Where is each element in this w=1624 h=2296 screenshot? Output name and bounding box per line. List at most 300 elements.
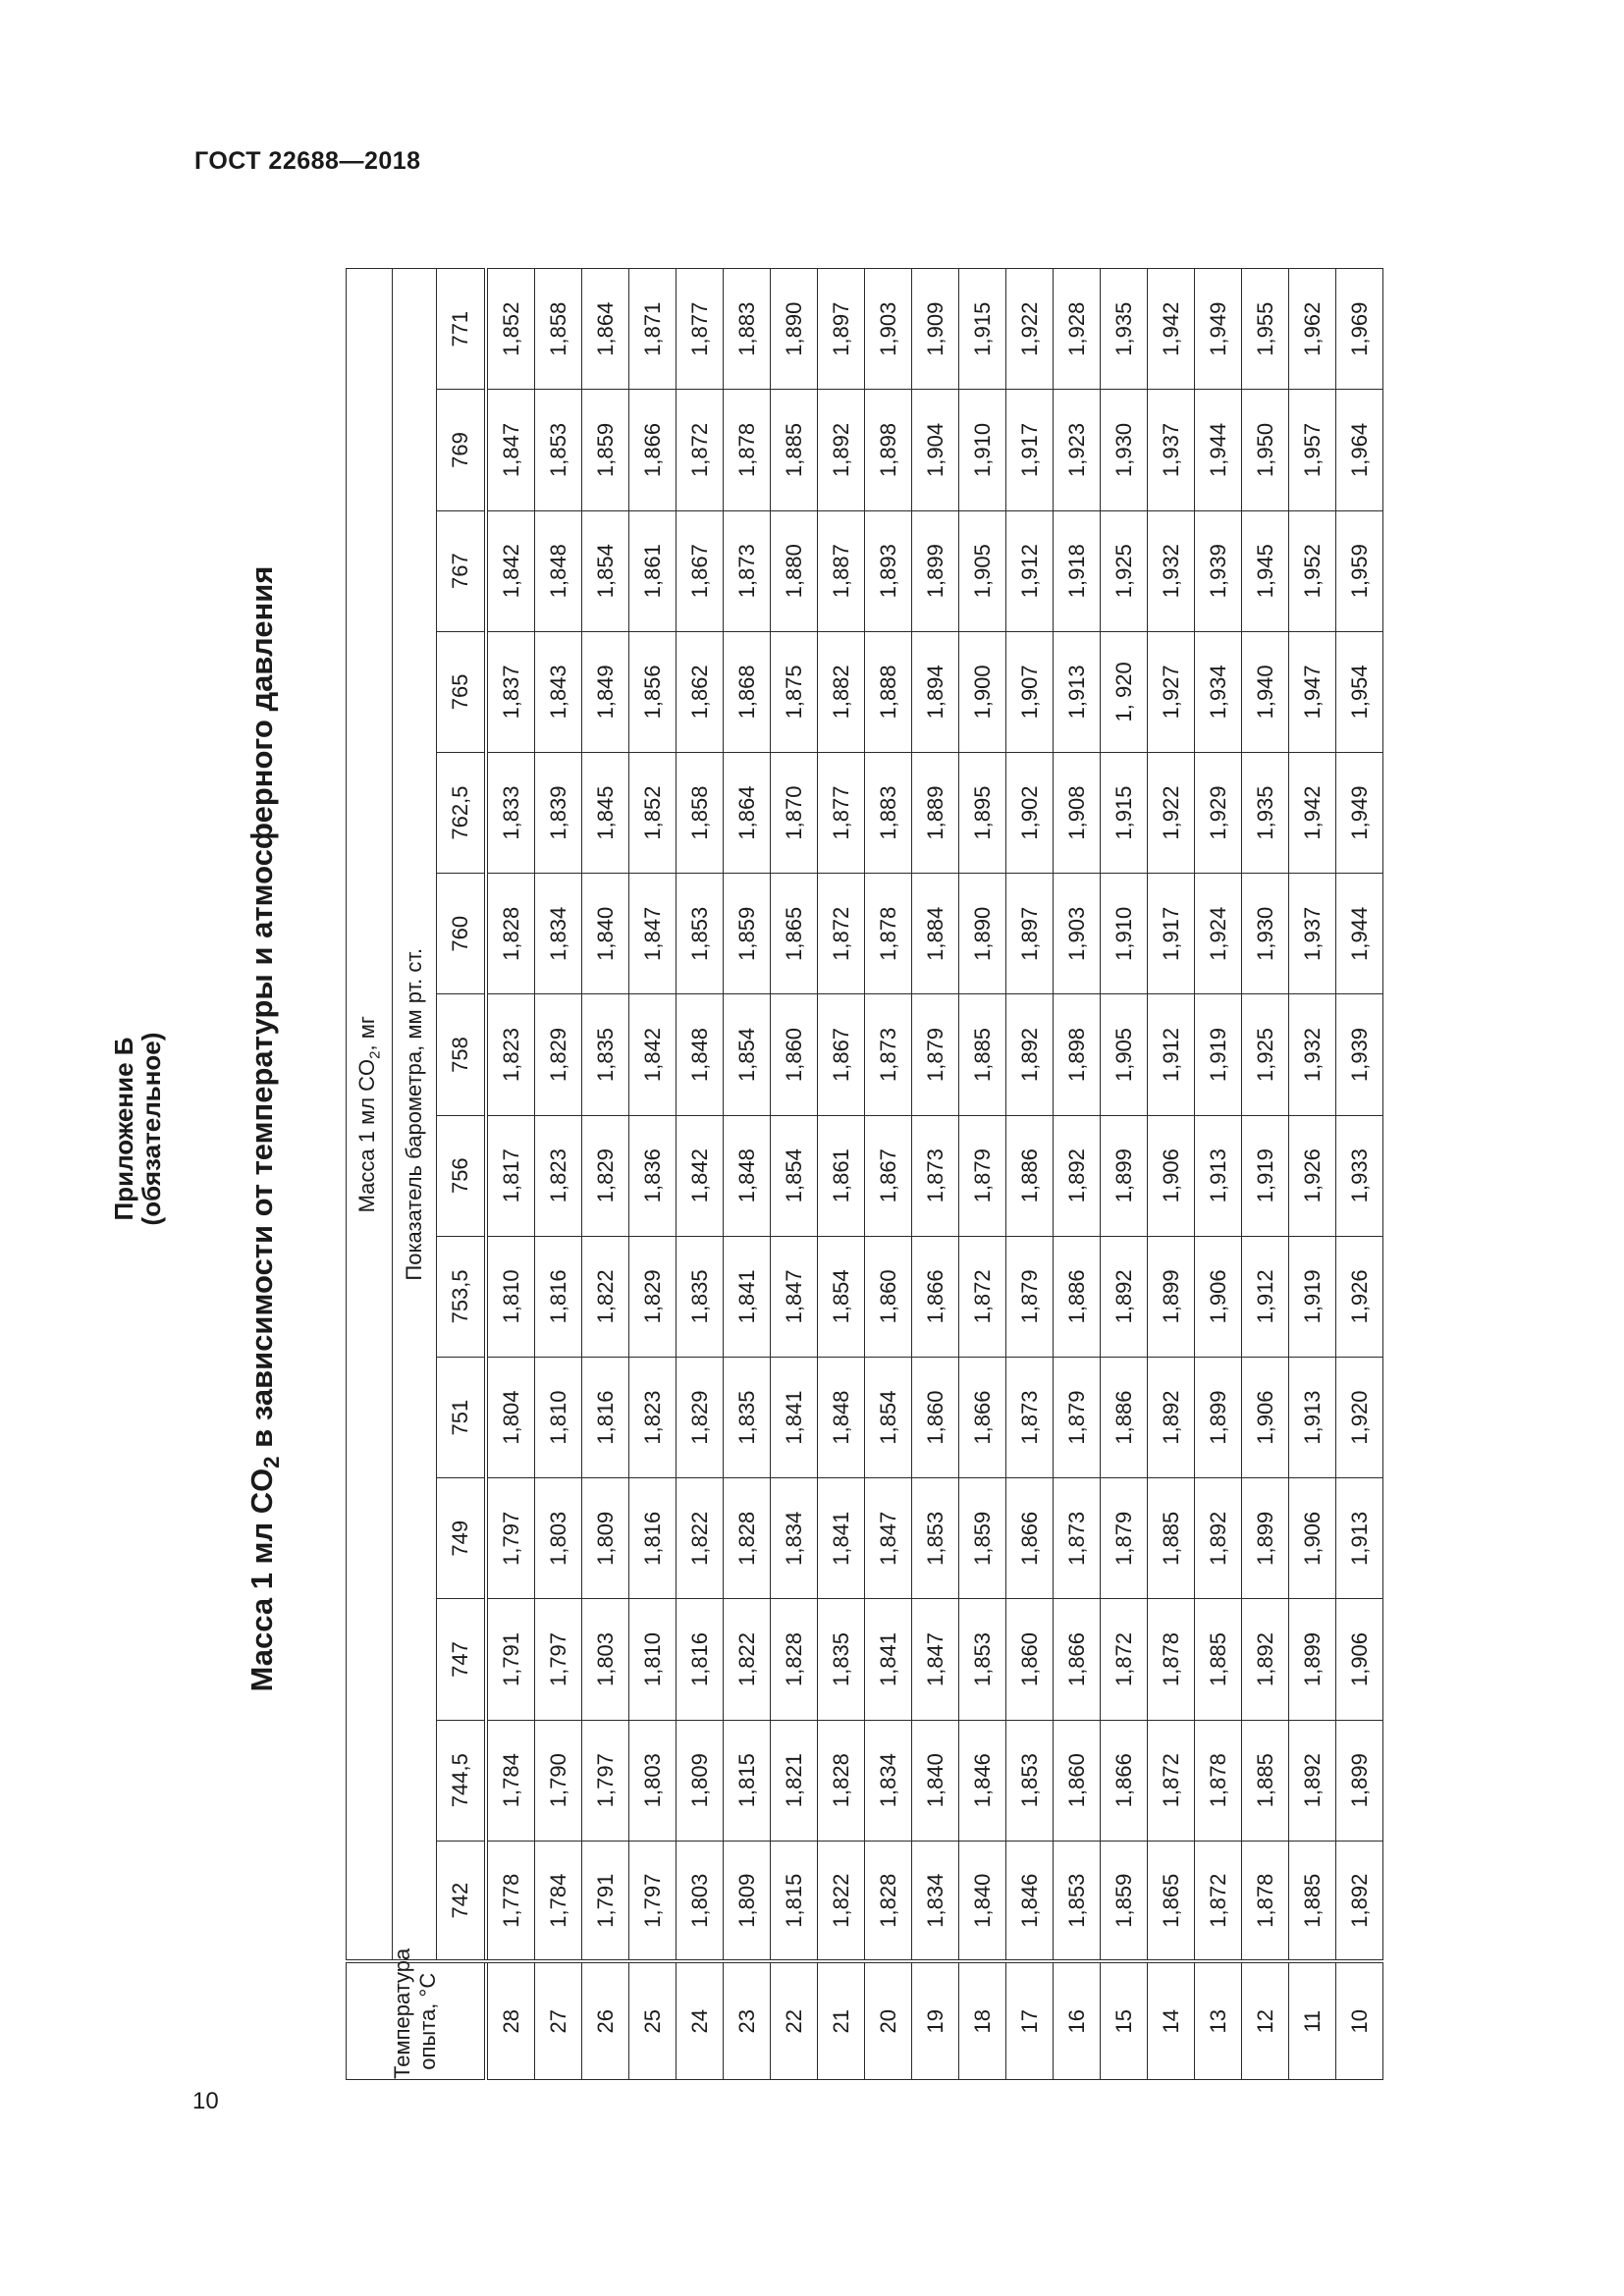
mass-value-cell: 1,962 <box>1289 269 1336 390</box>
mass-value-cell: 1,835 <box>677 1236 724 1357</box>
mass-value-cell: 1,849 <box>582 631 629 752</box>
table-row <box>771 269 818 2080</box>
mass-value-cell: 1,899 <box>1195 1357 1242 1477</box>
mass-value-cell: 1,899 <box>1242 1478 1289 1599</box>
mass-value-cell: 1,885 <box>959 994 1006 1115</box>
mass-value-cell: 1,932 <box>1289 994 1336 1115</box>
mass-value-cell: 1,829 <box>629 1236 677 1357</box>
mass-value-cell: 1,949 <box>1195 269 1242 390</box>
mass-value-cell: 1,866 <box>1006 1478 1054 1599</box>
temperature-cell: 26 <box>582 1962 629 2080</box>
temperature-cell: 11 <box>1289 1962 1336 2080</box>
mass-value-cell: 1,847 <box>486 390 535 510</box>
mass-value-cell: 1,841 <box>865 1599 912 1720</box>
mass-value-cell: 1,841 <box>818 1478 865 1599</box>
pressure-header-cell: 765 <box>437 631 487 752</box>
mass-value-cell: 1,906 <box>1195 1236 1242 1357</box>
mass-value-cell: 1,852 <box>629 752 677 873</box>
pressure-header-cell: 767 <box>437 510 487 631</box>
mass-value-cell: 1,949 <box>1336 752 1383 873</box>
table-row <box>1195 269 1242 2080</box>
mass-value-cell: 1,866 <box>912 1236 959 1357</box>
mass-value-cell: 1,864 <box>582 269 629 390</box>
pressure-header-cell: 742 <box>437 1841 487 1961</box>
mass-value-cell: 1,892 <box>1195 1478 1242 1599</box>
mass-value-cell: 1,930 <box>1242 874 1289 994</box>
mass-value-cell: 1,872 <box>1101 1599 1148 1720</box>
mass-value-cell: 1,865 <box>1148 1841 1195 1961</box>
table-title <box>244 108 285 2150</box>
mass-value-cell: 1,935 <box>1242 752 1289 873</box>
mass-value-cell: 1,797 <box>629 1841 677 1961</box>
mass-value-cell: 1,784 <box>535 1841 582 1961</box>
mass-value-cell: 1,932 <box>1148 510 1195 631</box>
mass-value-cell: 1,937 <box>1148 390 1195 510</box>
mass-value-cell: 1,964 <box>1336 390 1383 510</box>
mass-value-cell: 1,885 <box>1148 1478 1195 1599</box>
mass-value-cell: 1,893 <box>865 510 912 631</box>
mass-value-cell: 1,883 <box>865 752 912 873</box>
mass-value-cell: 1,854 <box>818 1236 865 1357</box>
table-body <box>486 269 1383 2080</box>
mass-value-cell: 1,816 <box>677 1599 724 1720</box>
mass-value-cell: 1,892 <box>1336 1841 1383 1961</box>
mass-value-cell: 1,926 <box>1289 1115 1336 1236</box>
header-row-group <box>347 269 393 2080</box>
mass-value-cell: 1,900 <box>959 631 1006 752</box>
table-row <box>629 269 677 2080</box>
mass-value-cell: 1,937 <box>1289 874 1336 994</box>
mass-value-cell: 1,828 <box>486 874 535 994</box>
mass-value-cell: 1,873 <box>912 1115 959 1236</box>
mass-value-cell: 1,828 <box>724 1478 771 1599</box>
mass-value-cell: 1,778 <box>486 1841 535 1961</box>
mass-value-cell: 1,902 <box>1006 752 1054 873</box>
mass-value-cell: 1,969 <box>1336 269 1383 390</box>
mass-value-cell: 1,899 <box>1148 1236 1195 1357</box>
mass-value-cell: 1,878 <box>1148 1599 1195 1720</box>
mass-value-cell: 1,828 <box>865 1841 912 1961</box>
mass-value-cell: 1,878 <box>1242 1841 1289 1961</box>
mass-value-cell: 1,885 <box>1195 1599 1242 1720</box>
mass-value-cell: 1,934 <box>1195 631 1242 752</box>
mass-value-cell: 1,892 <box>1101 1236 1148 1357</box>
mass-value-cell: 1,860 <box>1006 1599 1054 1720</box>
mass-value-cell: 1,917 <box>1148 874 1195 994</box>
mass-value-cell: 1,883 <box>724 269 771 390</box>
mass-value-cell: 1,899 <box>1336 1720 1383 1841</box>
temperature-cell: 20 <box>865 1962 912 2080</box>
mass-value-cell: 1,847 <box>771 1236 818 1357</box>
mass-value-cell: 1,877 <box>818 752 865 873</box>
mass-value-cell: 1,804 <box>486 1357 535 1477</box>
mass-value-cell: 1,860 <box>912 1357 959 1477</box>
mass-value-cell: 1,837 <box>486 631 535 752</box>
temperature-cell: 10 <box>1336 1962 1383 2080</box>
mass-value-cell: 1,879 <box>1054 1357 1101 1477</box>
mass-value-cell: 1,866 <box>959 1357 1006 1477</box>
mass-value-cell: 1,854 <box>771 1115 818 1236</box>
mass-value-cell: 1,841 <box>771 1357 818 1477</box>
mass-value-cell: 1,829 <box>582 1115 629 1236</box>
annex-status: (обязательное) <box>136 1032 166 1226</box>
mass-value-cell: 1,906 <box>1336 1599 1383 1720</box>
table-row <box>486 269 535 2080</box>
mass-value-cell: 1,828 <box>818 1720 865 1841</box>
mass-value-cell: 1,791 <box>486 1599 535 1720</box>
mass-value-cell: 1,899 <box>1289 1599 1336 1720</box>
mass-value-cell: 1,848 <box>724 1115 771 1236</box>
mass-value-cell: 1,926 <box>1336 1236 1383 1357</box>
mass-value-cell: 1,848 <box>535 510 582 631</box>
mass-value-cell: 1,892 <box>1242 1599 1289 1720</box>
mass-value-cell: 1,815 <box>724 1720 771 1841</box>
pressure-header-cell: 749 <box>437 1478 487 1599</box>
mass-value-cell: 1,888 <box>865 631 912 752</box>
table-row <box>1054 269 1101 2080</box>
mass-value-cell: 1,922 <box>1006 269 1054 390</box>
mass-value-cell: 1,945 <box>1242 510 1289 631</box>
mass-value-cell: 1,834 <box>535 874 582 994</box>
mass-value-cell: 1,929 <box>1195 752 1242 873</box>
temperature-cell: 19 <box>912 1962 959 2080</box>
mass-value-cell: 1,791 <box>582 1841 629 1961</box>
mass-value-cell: 1,886 <box>1054 1236 1101 1357</box>
mass-value-cell: 1,835 <box>818 1599 865 1720</box>
temperature-cell: 18 <box>959 1962 1006 2080</box>
mass-value-cell: 1,854 <box>724 994 771 1115</box>
mass-value-cell: 1,803 <box>677 1841 724 1961</box>
mass-value-cell: 1,784 <box>486 1720 535 1841</box>
pressure-header-cell: 758 <box>437 994 487 1115</box>
mass-value-cell: 1,854 <box>582 510 629 631</box>
mass-value-cell: 1,810 <box>486 1236 535 1357</box>
mass-value-cell: 1,853 <box>959 1599 1006 1720</box>
mass-value-cell: 1,810 <box>629 1599 677 1720</box>
mass-group-header <box>347 269 393 1962</box>
mass-value-cell: 1,897 <box>818 269 865 390</box>
mass-value-cell: 1,922 <box>1148 752 1195 873</box>
mass-value-cell: 1,952 <box>1289 510 1336 631</box>
mass-value-cell: 1,917 <box>1006 390 1054 510</box>
mass-value-cell: 1,944 <box>1336 874 1383 994</box>
mass-value-cell: 1,923 <box>1054 390 1101 510</box>
rotated-content <box>110 108 1514 2150</box>
mass-value-cell: 1,880 <box>771 510 818 631</box>
pressure-header-cell: 756 <box>437 1115 487 1236</box>
mass-value-cell: 1,803 <box>535 1478 582 1599</box>
mass-value-cell: 1,853 <box>912 1478 959 1599</box>
mass-value-cell: 1,906 <box>1148 1115 1195 1236</box>
mass-value-cell: 1,823 <box>486 994 535 1115</box>
mass-value-cell: 1,823 <box>535 1115 582 1236</box>
pressure-header-cell: 762,5 <box>437 752 487 873</box>
mass-value-cell: 1,840 <box>912 1720 959 1841</box>
mass-value-cell: 1,885 <box>1242 1720 1289 1841</box>
temperature-cell: 17 <box>1006 1962 1054 2080</box>
mass-value-cell: 1,860 <box>771 994 818 1115</box>
mass-value-cell: 1,928 <box>1054 269 1101 390</box>
mass-value-cell: 1,852 <box>486 269 535 390</box>
mass-value-cell: 1,935 <box>1101 269 1148 390</box>
temperature-cell: 13 <box>1195 1962 1242 2080</box>
mass-value-cell: 1,885 <box>1289 1841 1336 1961</box>
mass-value-cell: 1,892 <box>818 390 865 510</box>
mass-value-cell: 1,853 <box>1006 1720 1054 1841</box>
table-row <box>677 269 724 2080</box>
mass-value-cell: 1,871 <box>629 269 677 390</box>
mass-value-cell: 1,882 <box>818 631 865 752</box>
mass-value-cell: 1,889 <box>912 752 959 873</box>
mass-value-cell: 1,816 <box>629 1478 677 1599</box>
table-title-post: в зависимости от температуры и атмосферного давления <box>244 565 279 1457</box>
mass-value-cell: 1,873 <box>1054 1478 1101 1599</box>
mass-value-cell: 1,892 <box>1148 1357 1195 1477</box>
mass-value-cell: 1,892 <box>1006 994 1054 1115</box>
mass-value-cell: 1,872 <box>959 1236 1006 1357</box>
table-row <box>959 269 1006 2080</box>
mass-value-cell: 1,853 <box>1054 1841 1101 1961</box>
mass-value-cell: 1,867 <box>865 1115 912 1236</box>
mass-value-cell: 1,872 <box>1195 1841 1242 1961</box>
header-row-subgroup <box>393 269 437 2080</box>
mass-value-cell: 1,822 <box>677 1478 724 1599</box>
mass-value-cell: 1,862 <box>677 631 724 752</box>
pressure-header-cell: 753,5 <box>437 1236 487 1357</box>
mass-value-cell: 1,842 <box>629 994 677 1115</box>
mass-value-cell: 1,910 <box>1101 874 1148 994</box>
mass-value-cell: 1,925 <box>1242 994 1289 1115</box>
mass-value-cell: 1,840 <box>959 1841 1006 1961</box>
mass-value-cell: 1,919 <box>1242 1115 1289 1236</box>
mass-value-cell: 1,913 <box>1195 1115 1242 1236</box>
mass-value-cell: 1,919 <box>1289 1236 1336 1357</box>
mass-value-cell: 1,913 <box>1289 1357 1336 1477</box>
mass-value-cell: 1,835 <box>582 994 629 1115</box>
mass-value-cell: 1,822 <box>818 1841 865 1961</box>
mass-value-cell: 1,886 <box>1101 1357 1148 1477</box>
mass-value-cell: 1,860 <box>865 1236 912 1357</box>
mass-value-cell: 1,803 <box>582 1599 629 1720</box>
mass-value-cell: 1,865 <box>771 874 818 994</box>
mass-value-cell: 1,843 <box>535 631 582 752</box>
mass-value-cell: 1,870 <box>771 752 818 873</box>
mass-value-cell: 1,873 <box>1006 1357 1054 1477</box>
temperature-header: Температура опыта, °С <box>347 1962 487 2080</box>
mass-header-pre: Масса 1 мл CO <box>354 1058 380 1213</box>
mass-value-cell: 1,859 <box>724 874 771 994</box>
temperature-cell: 22 <box>771 1962 818 2080</box>
pressure-header-cell: 760 <box>437 874 487 994</box>
table-row <box>1242 269 1289 2080</box>
mass-value-cell: 1, 920 <box>1101 631 1148 752</box>
temperature-cell: 25 <box>629 1962 677 2080</box>
pressure-header-cell: 751 <box>437 1357 487 1477</box>
mass-value-cell: 1,957 <box>1289 390 1336 510</box>
temperature-cell: 28 <box>486 1962 535 2080</box>
mass-value-cell: 1,846 <box>1006 1841 1054 1961</box>
mass-value-cell: 1,904 <box>912 390 959 510</box>
temperature-cell: 12 <box>1242 1962 1289 2080</box>
mass-value-cell: 1,834 <box>771 1478 818 1599</box>
mass-value-cell: 1,872 <box>1148 1720 1195 1841</box>
mass-value-cell: 1,866 <box>1101 1720 1148 1841</box>
mass-value-cell: 1,803 <box>629 1720 677 1841</box>
temperature-cell: 21 <box>818 1962 865 2080</box>
mass-value-cell: 1,790 <box>535 1720 582 1841</box>
mass-value-cell: 1,942 <box>1289 752 1336 873</box>
mass-value-cell: 1,875 <box>771 631 818 752</box>
mass-value-cell: 1,909 <box>912 269 959 390</box>
pressure-header-cell: 769 <box>437 390 487 510</box>
mass-value-cell: 1,867 <box>677 510 724 631</box>
table-row <box>912 269 959 2080</box>
mass-value-cell: 1,868 <box>724 631 771 752</box>
mass-value-cell: 1,861 <box>629 510 677 631</box>
document-code: ГОСТ 22688—2018 <box>194 147 421 175</box>
mass-value-cell: 1,833 <box>486 752 535 873</box>
mass-value-cell: 1,894 <box>912 631 959 752</box>
mass-value-cell: 1,810 <box>535 1357 582 1477</box>
mass-value-cell: 1,842 <box>677 1115 724 1236</box>
annex-title: Приложение Б <box>109 1037 138 1221</box>
mass-value-cell: 1,828 <box>771 1599 818 1720</box>
mass-value-cell: 1,848 <box>818 1357 865 1477</box>
mass-value-cell: 1,933 <box>1336 1115 1383 1236</box>
mass-value-cell: 1,816 <box>535 1236 582 1357</box>
mass-value-cell: 1,879 <box>1006 1236 1054 1357</box>
mass-value-cell: 1,860 <box>1054 1720 1101 1841</box>
mass-value-cell: 1,898 <box>1054 994 1101 1115</box>
mass-value-cell: 1,859 <box>959 1478 1006 1599</box>
mass-value-cell: 1,867 <box>818 994 865 1115</box>
mass-value-cell: 1,912 <box>1242 1236 1289 1357</box>
table-row <box>724 269 771 2080</box>
mass-value-cell: 1,866 <box>629 390 677 510</box>
table-row <box>535 269 582 2080</box>
mass-value-cell: 1,848 <box>677 994 724 1115</box>
mass-value-cell: 1,879 <box>1101 1478 1148 1599</box>
pressure-header-cell: 747 <box>437 1599 487 1720</box>
mass-value-cell: 1,910 <box>959 390 1006 510</box>
mass-value-cell: 1,809 <box>677 1720 724 1841</box>
mass-value-cell: 1,906 <box>1242 1357 1289 1477</box>
mass-value-cell: 1,823 <box>629 1357 677 1477</box>
mass-value-cell: 1,846 <box>959 1720 1006 1841</box>
mass-value-cell: 1,847 <box>912 1599 959 1720</box>
table-title-pre: Масса 1 мл CO <box>244 1468 279 1692</box>
table-row <box>1148 269 1195 2080</box>
mass-value-cell: 1,955 <box>1242 269 1289 390</box>
mass-value-cell: 1,915 <box>1101 752 1148 873</box>
mass-value-cell: 1,878 <box>865 874 912 994</box>
mass-value-cell: 1,853 <box>677 874 724 994</box>
mass-value-cell: 1,847 <box>865 1478 912 1599</box>
mass-value-cell: 1,927 <box>1148 631 1195 752</box>
mass-value-cell: 1,912 <box>1148 994 1195 1115</box>
mass-value-cell: 1,866 <box>1054 1599 1101 1720</box>
mass-value-cell: 1,887 <box>818 510 865 631</box>
mass-header-sub: 2 <box>366 1050 384 1059</box>
mass-value-cell: 1,886 <box>1006 1115 1054 1236</box>
mass-value-cell: 1,942 <box>1148 269 1195 390</box>
mass-value-cell: 1,907 <box>1006 631 1054 752</box>
page-number: 10 <box>192 2088 219 2114</box>
mass-value-cell: 1,903 <box>1054 874 1101 994</box>
mass-value-cell: 1,947 <box>1289 631 1336 752</box>
mass-value-cell: 1,930 <box>1101 390 1148 510</box>
mass-value-cell: 1,817 <box>486 1115 535 1236</box>
mass-value-cell: 1,839 <box>535 752 582 873</box>
mass-value-cell: 1,892 <box>1054 1115 1101 1236</box>
mass-value-cell: 1,915 <box>959 269 1006 390</box>
mass-value-cell: 1,809 <box>582 1478 629 1599</box>
mass-value-cell: 1,864 <box>724 752 771 873</box>
mass-value-cell: 1,919 <box>1195 994 1242 1115</box>
mass-value-cell: 1,939 <box>1195 510 1242 631</box>
mass-value-cell: 1,853 <box>535 390 582 510</box>
mass-value-cell: 1,908 <box>1054 752 1101 873</box>
mass-value-cell: 1,939 <box>1336 994 1383 1115</box>
mass-value-cell: 1,834 <box>865 1720 912 1841</box>
mass-value-cell: 1,884 <box>912 874 959 994</box>
mass-value-cell: 1,920 <box>1336 1357 1383 1477</box>
mass-value-cell: 1,854 <box>865 1357 912 1477</box>
mass-value-cell: 1,872 <box>818 874 865 994</box>
mass-value-cell: 1,829 <box>677 1357 724 1477</box>
annex-heading <box>110 108 165 2150</box>
mass-value-cell: 1,859 <box>582 390 629 510</box>
mass-value-cell: 1,925 <box>1101 510 1148 631</box>
table-row <box>865 269 912 2080</box>
mass-value-cell: 1,834 <box>912 1841 959 1961</box>
mass-value-cell: 1,890 <box>771 269 818 390</box>
temperature-cell: 14 <box>1148 1962 1195 2080</box>
mass-value-cell: 1,797 <box>582 1720 629 1841</box>
mass-value-cell: 1,878 <box>1195 1720 1242 1841</box>
mass-value-cell: 1,959 <box>1336 510 1383 631</box>
mass-value-cell: 1,797 <box>535 1599 582 1720</box>
mass-value-cell: 1,872 <box>677 390 724 510</box>
mass-value-cell: 1,797 <box>486 1478 535 1599</box>
mass-value-cell: 1,829 <box>535 994 582 1115</box>
barometer-header: Показатель барометра, мм рт. ст. <box>393 269 437 1962</box>
mass-value-cell: 1,873 <box>865 994 912 1115</box>
mass-value-cell: 1,924 <box>1195 874 1242 994</box>
mass-value-cell: 1,809 <box>724 1841 771 1961</box>
mass-value-cell: 1,845 <box>582 752 629 873</box>
table-row <box>1006 269 1054 2080</box>
mass-value-cell: 1,913 <box>1336 1478 1383 1599</box>
mass-value-cell: 1,815 <box>771 1841 818 1961</box>
mass-value-cell: 1,950 <box>1242 390 1289 510</box>
pressure-header-cell: 771 <box>437 269 487 390</box>
mass-value-cell: 1,944 <box>1195 390 1242 510</box>
mass-value-cell: 1,890 <box>959 874 1006 994</box>
mass-value-cell: 1,822 <box>724 1599 771 1720</box>
table-row <box>1289 269 1336 2080</box>
mass-value-cell: 1,816 <box>582 1357 629 1477</box>
mass-value-cell: 1,899 <box>912 510 959 631</box>
mass-value-cell: 1,840 <box>582 874 629 994</box>
mass-value-cell: 1,835 <box>724 1357 771 1477</box>
mass-header-post: , мг <box>354 1016 380 1051</box>
temperature-cell: 27 <box>535 1962 582 2080</box>
mass-value-cell: 1,842 <box>486 510 535 631</box>
mass-value-cell: 1,856 <box>629 631 677 752</box>
pressure-header-row <box>437 269 487 2080</box>
mass-value-cell: 1,858 <box>535 269 582 390</box>
